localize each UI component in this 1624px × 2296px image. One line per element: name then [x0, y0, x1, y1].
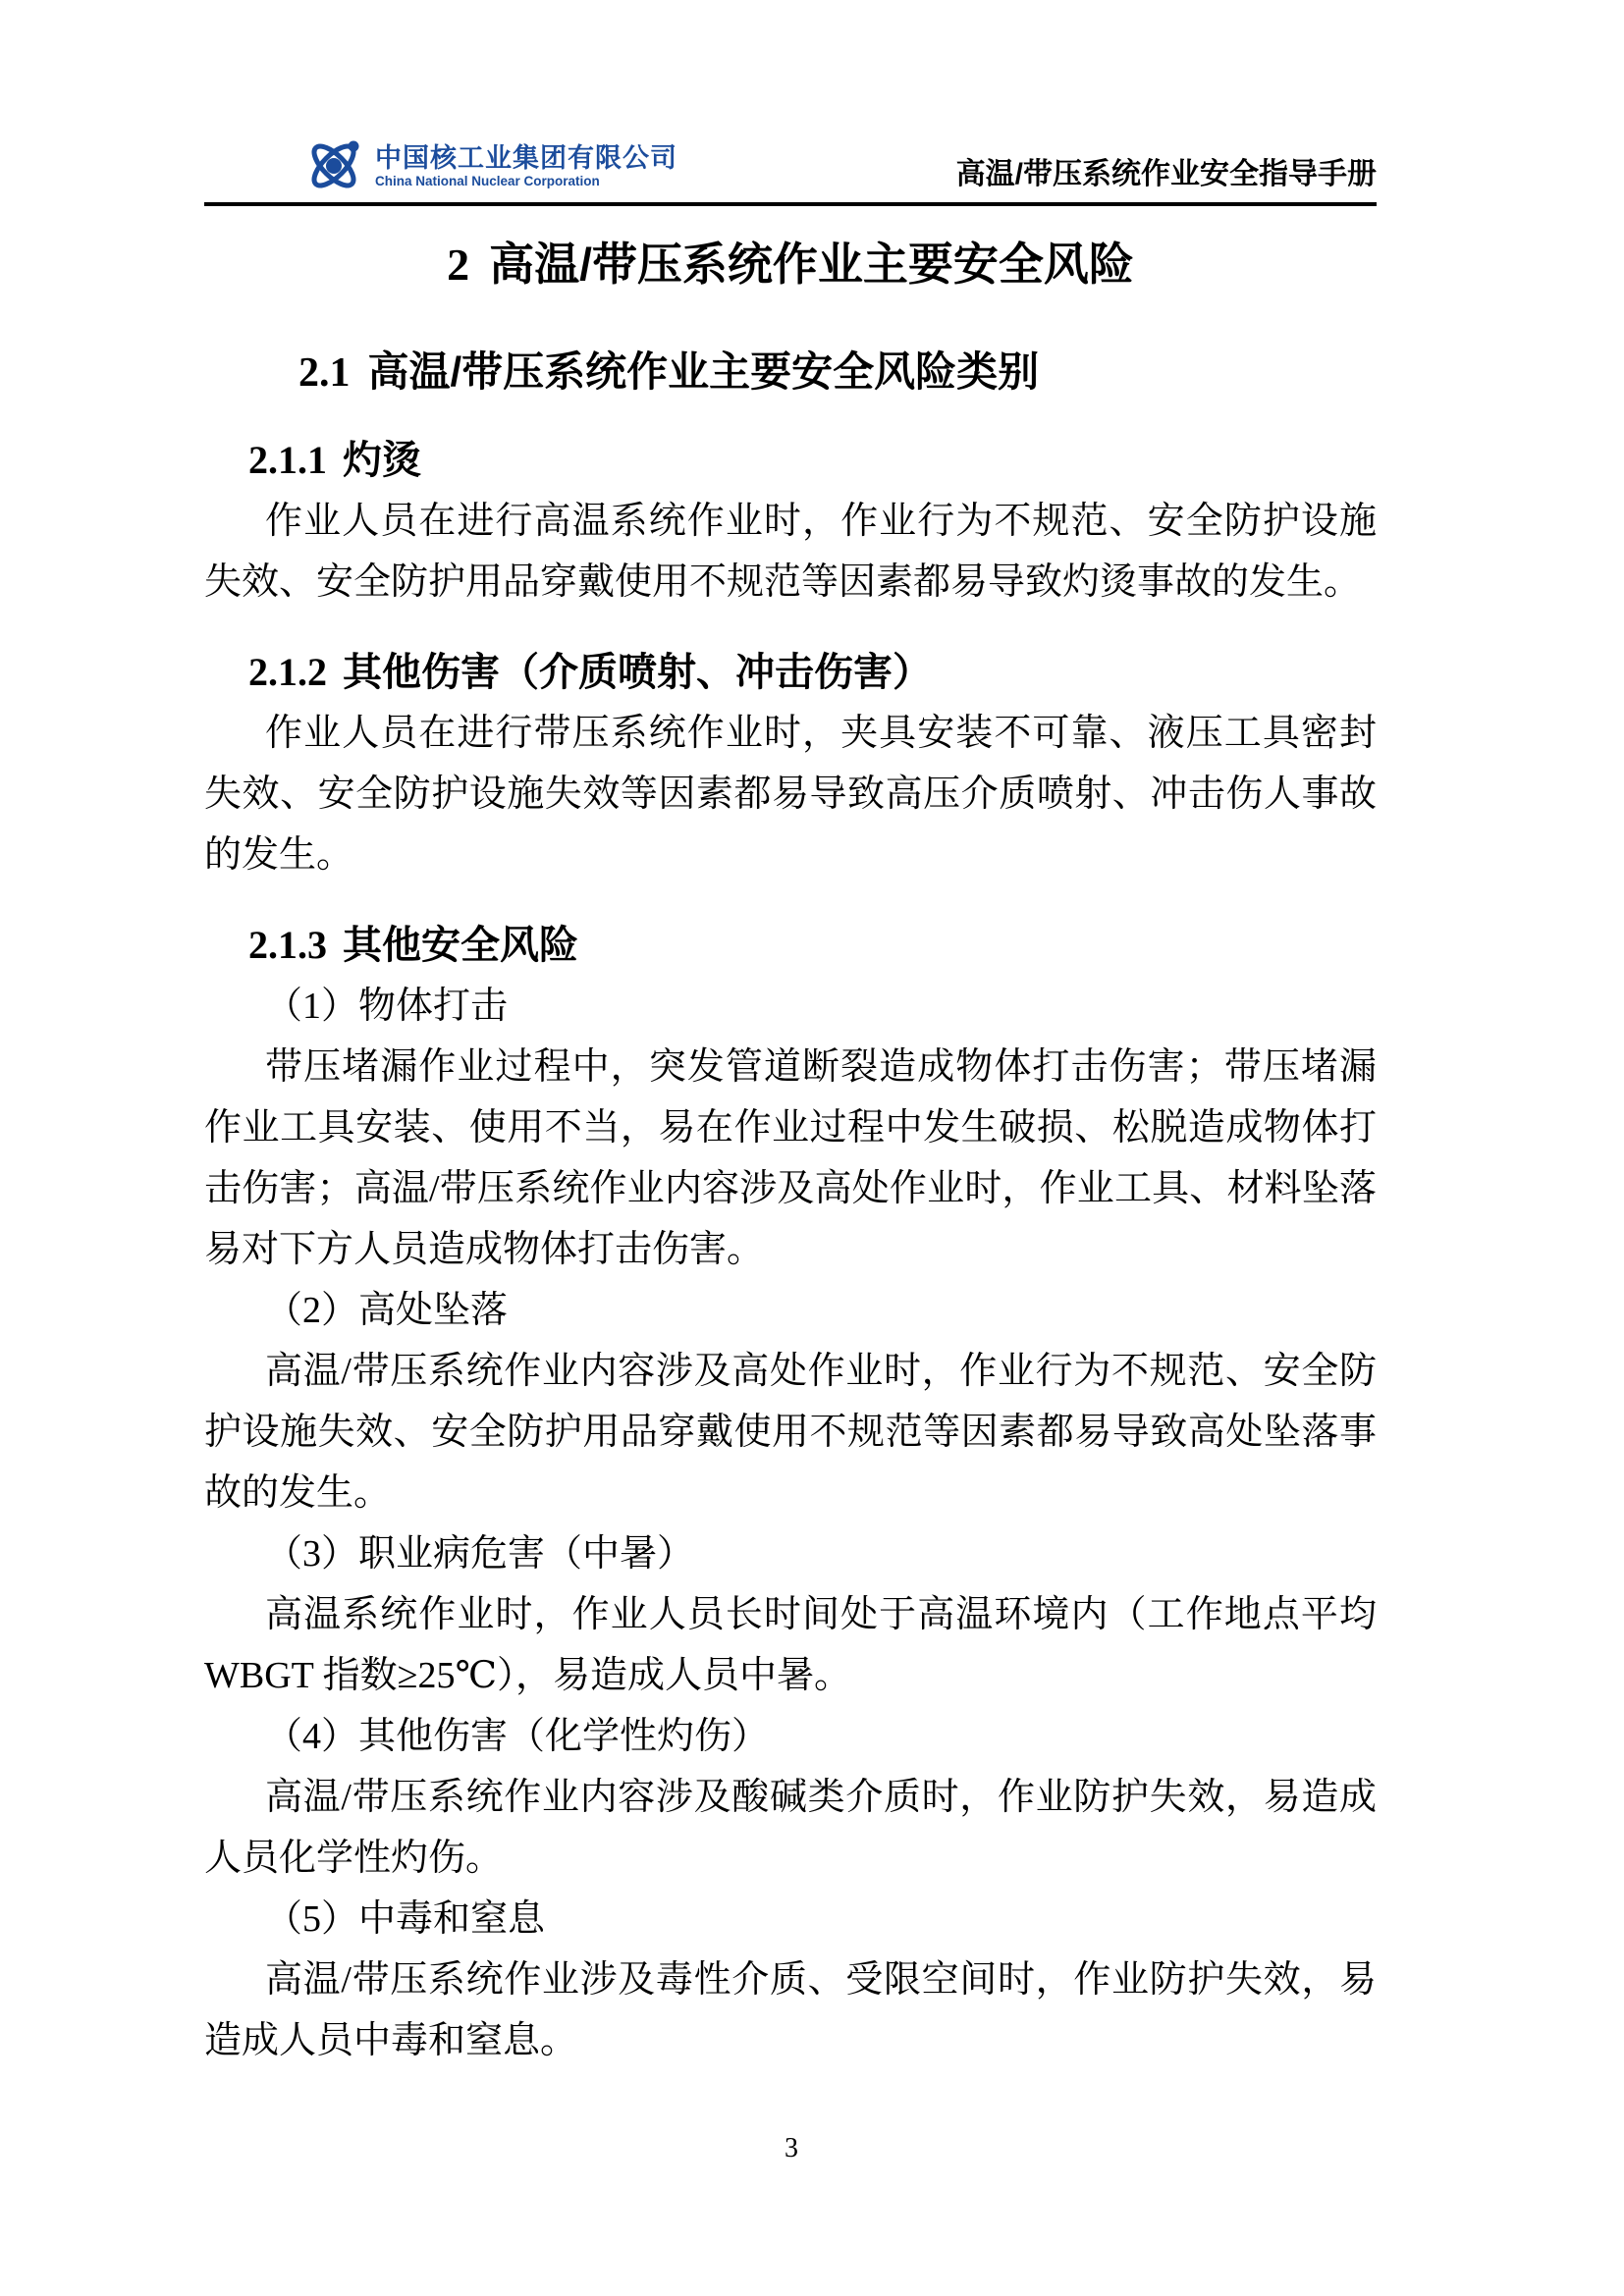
subsection-2-1-3-number: 2.1.3 [248, 923, 327, 967]
cnnc-logo-english-name: China National Nuclear Corporation [375, 173, 600, 188]
subsection-2-1-3-heading [248, 921, 1377, 970]
cnnc-logo-text [375, 143, 677, 189]
item-2-label: （2）高处坠落 [265, 1290, 509, 1331]
subsection-2-1-2-number: 2.1.2 [248, 650, 327, 694]
section-2-1-number: 2.1 [298, 350, 351, 396]
item-3-label: （3）职业病危害（中暑） [265, 1533, 695, 1575]
header-document-title: 高温/带压系统作业安全指导手册 [955, 158, 1377, 190]
subsection-2-1-2-heading [248, 648, 1377, 697]
paragraph-scalding: 作业人员在进行高温系统作业时，作业行为不规范、安全防护设施失效、安全防护用品穿戴使用不规范等因素都易导致灼烫事故的发生。 [204, 501, 1377, 603]
subsection-2-1-3-text: 其他安全风险 [343, 924, 578, 967]
cnnc-logo [302, 133, 677, 198]
item-1-label: （1）物体打击 [265, 986, 509, 1027]
item-4-body: 高温/带压系统作业内容涉及酸碱类介质时，作业防护失效，易造成人员化学性灼伤。 [204, 1777, 1377, 1879]
subsection-2-1-2-text: 其他伤害（介质喷射、冲击伤害） [343, 651, 932, 694]
section-2-1-heading [298, 345, 1377, 400]
header-rule [204, 202, 1377, 206]
chapter-title-text: 高温/带压系统作业主要安全风险 [489, 239, 1134, 290]
subsection-2-1-1-text: 灼烫 [343, 439, 421, 482]
item-1-body: 带压堵漏作业过程中，突发管道断裂造成物体打击伤害；带压堵漏作业工具安装、使用不当，易在作业过程中发生破损、松脱造成物体打击伤害；高温/带压系统作业内容涉及高处作业时，作业工具、材料坠落易对下方人员造成物体打击伤害。 [204, 1046, 1377, 1270]
page-header [204, 0, 1377, 198]
page-number: 3 [785, 2133, 798, 2163]
cnnc-atom-icon [302, 133, 365, 198]
item-2-body: 高温/带压系统作业内容涉及高处作业时，作业行为不规范、安全防护设施失效、安全防护用品穿戴使用不规范等因素都易导致高处坠落事故的发生。 [204, 1351, 1377, 1514]
item-4-label: （4）其他伤害（化学性灼伤） [265, 1716, 770, 1757]
chapter-title [204, 232, 1377, 297]
item-5-label: （5）中毒和窒息 [265, 1898, 546, 1940]
subsection-2-1-1-number: 2.1.1 [248, 438, 327, 482]
subsection-2-1-1-heading [248, 436, 1377, 485]
paragraph-media-jet-impact: 作业人员在进行带压系统作业时，夹具安装不可靠、液压工具密封失效、安全防护设施失效等因素都易导致高压介质喷射、冲击伤人事故的发生。 [204, 713, 1377, 876]
section-2-1-text: 高温/带压系统作业主要安全风险类别 [367, 348, 1040, 395]
cnnc-logo-chinese-name: 中国核工业集团有限公司 [375, 142, 677, 173]
item-5-body: 高温/带压系统作业涉及毒性介质、受限空间时，作业防护失效，易造成人员中毒和窒息。 [204, 1959, 1377, 2061]
item-3-body: 高温系统作业时，作业人员长时间处于高温环境内（工作地点平均 WBGT 指数≥25℃），易造成人员中暑。 [204, 1594, 1377, 1696]
chapter-number: 2 [447, 240, 470, 290]
